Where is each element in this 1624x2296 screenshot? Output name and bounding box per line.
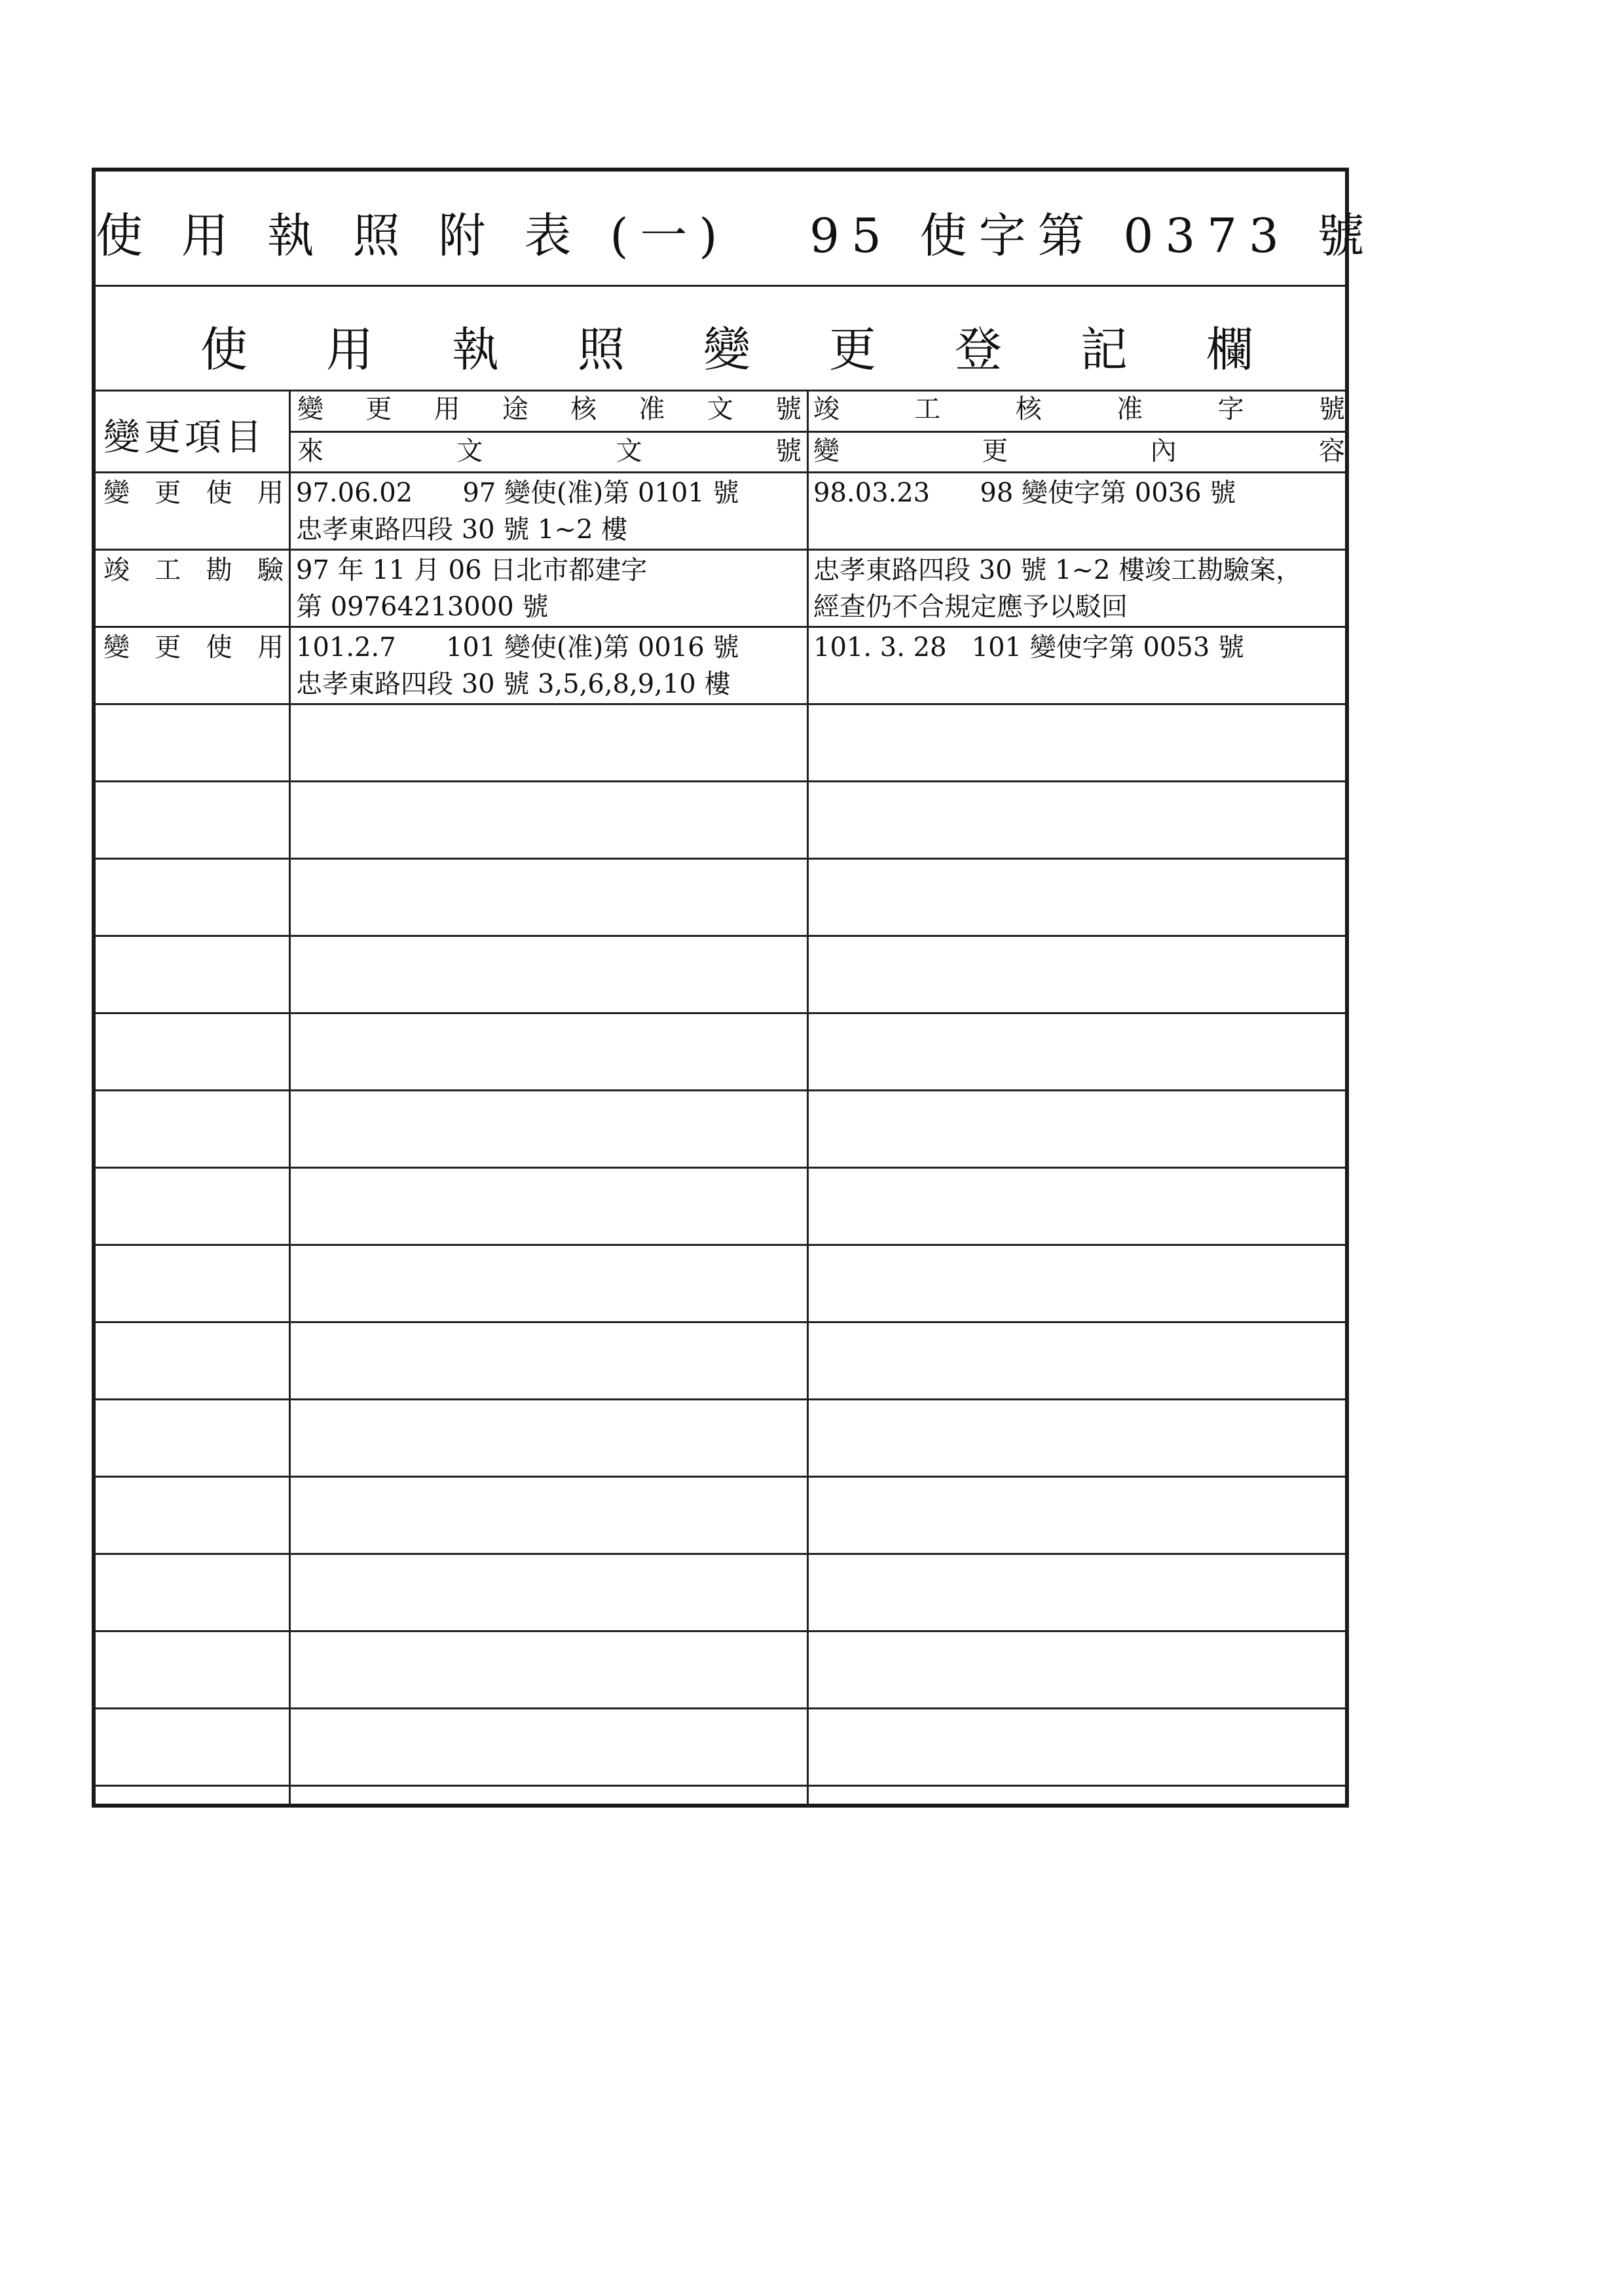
col-divider-1	[289, 392, 291, 1808]
row-content-line1: 98.03.23 98 變使字第 0036 號	[813, 478, 1236, 508]
row-approval-line1: 97 年 11 月 06 日北市都建字	[296, 555, 648, 585]
char: 變	[297, 394, 323, 424]
char: 號	[1318, 394, 1345, 424]
char: 工	[155, 555, 181, 585]
char: 文	[616, 436, 642, 466]
header-bottom	[96, 471, 1345, 473]
char: 核	[1015, 394, 1042, 424]
row-divider	[96, 1167, 1345, 1169]
row-content-line1: 101. 3. 28 101 變使字第 0053 號	[813, 632, 1244, 663]
row-divider	[96, 703, 1345, 705]
row-divider	[96, 1012, 1345, 1014]
row-item-type	[103, 551, 284, 589]
char: 途	[502, 394, 528, 424]
row-divider	[96, 1321, 1345, 1323]
header-item: 變更項目	[103, 416, 266, 459]
char: 核	[570, 394, 597, 424]
row-approval-line2: 第 09764213000 號	[296, 592, 549, 622]
char: 登	[954, 322, 1002, 377]
char: 照	[577, 322, 625, 377]
document-title: 使 用 執 照 附 表 (一) 95 使字第 0373 號	[96, 208, 1376, 263]
char: 文	[707, 394, 733, 424]
char: 變	[703, 322, 750, 377]
char: 變	[103, 632, 130, 663]
char: 用	[257, 632, 284, 663]
char: 欄	[1206, 322, 1253, 377]
row-divider	[96, 1398, 1345, 1400]
char: 用	[434, 394, 460, 424]
char: 用	[257, 478, 284, 508]
row-divider	[96, 780, 1345, 782]
char: 變	[813, 436, 840, 466]
char: 竣	[813, 394, 840, 424]
row-divider	[96, 626, 1345, 628]
row-approval-line2: 忠孝東路四段 30 號 3,5,6,8,9,10 樓	[296, 669, 731, 699]
char: 內	[1150, 436, 1177, 466]
row-approval-line1: 97.06.02 97 變使(准)第 0101 號	[296, 478, 739, 508]
row-divider	[96, 1630, 1345, 1632]
row-divider	[96, 549, 1345, 551]
char: 更	[155, 632, 181, 663]
char: 號	[775, 436, 802, 466]
char: 更	[828, 322, 876, 377]
char: 准	[638, 394, 665, 424]
row-item-type	[103, 474, 284, 512]
row-divider	[96, 1553, 1345, 1555]
char: 號	[775, 394, 802, 424]
char: 文	[456, 436, 483, 466]
row-content-line2: 經查仍不合規定應予以駁回	[813, 592, 1128, 622]
char: 來	[297, 436, 323, 466]
char: 更	[155, 478, 181, 508]
char: 更	[365, 394, 392, 424]
char: 使	[200, 322, 248, 377]
char: 使	[206, 478, 232, 508]
char: 用	[325, 322, 373, 377]
header-completion-no	[813, 390, 1345, 428]
row-divider	[96, 935, 1345, 937]
title-row	[96, 172, 1376, 287]
row-item-type	[103, 629, 284, 666]
char: 容	[1318, 436, 1345, 466]
row-divider	[96, 1707, 1345, 1709]
row-approval-line1: 101.2.7 101 變使(准)第 0016 號	[296, 632, 739, 663]
char: 執	[451, 322, 499, 377]
row-divider	[96, 1089, 1345, 1091]
header-incoming-doc-no	[297, 432, 802, 470]
char: 工	[914, 394, 941, 424]
row-divider	[96, 858, 1345, 860]
row-divider	[96, 1244, 1345, 1246]
col-divider-2	[807, 392, 809, 1808]
subtitle	[200, 312, 1253, 380]
header-approval-doc-no	[297, 390, 802, 428]
char: 變	[103, 478, 130, 508]
char: 更	[982, 436, 1008, 466]
char: 驗	[257, 555, 284, 585]
header-change-content	[813, 432, 1345, 470]
char: 勘	[206, 555, 232, 585]
char: 記	[1080, 322, 1128, 377]
row-approval-line2: 忠孝東路四段 30 號 1~2 樓	[296, 515, 628, 545]
char: 竣	[103, 555, 130, 585]
subtitle-row	[96, 287, 1345, 392]
char: 使	[206, 632, 232, 663]
char: 准	[1116, 394, 1143, 424]
license-table	[92, 168, 1376, 1808]
row-divider	[96, 1785, 1345, 1787]
row-divider	[96, 1476, 1345, 1478]
char: 字	[1217, 394, 1244, 424]
row-content-line1: 忠孝東路四段 30 號 1~2 樓竣工勘驗案，	[813, 555, 1302, 585]
